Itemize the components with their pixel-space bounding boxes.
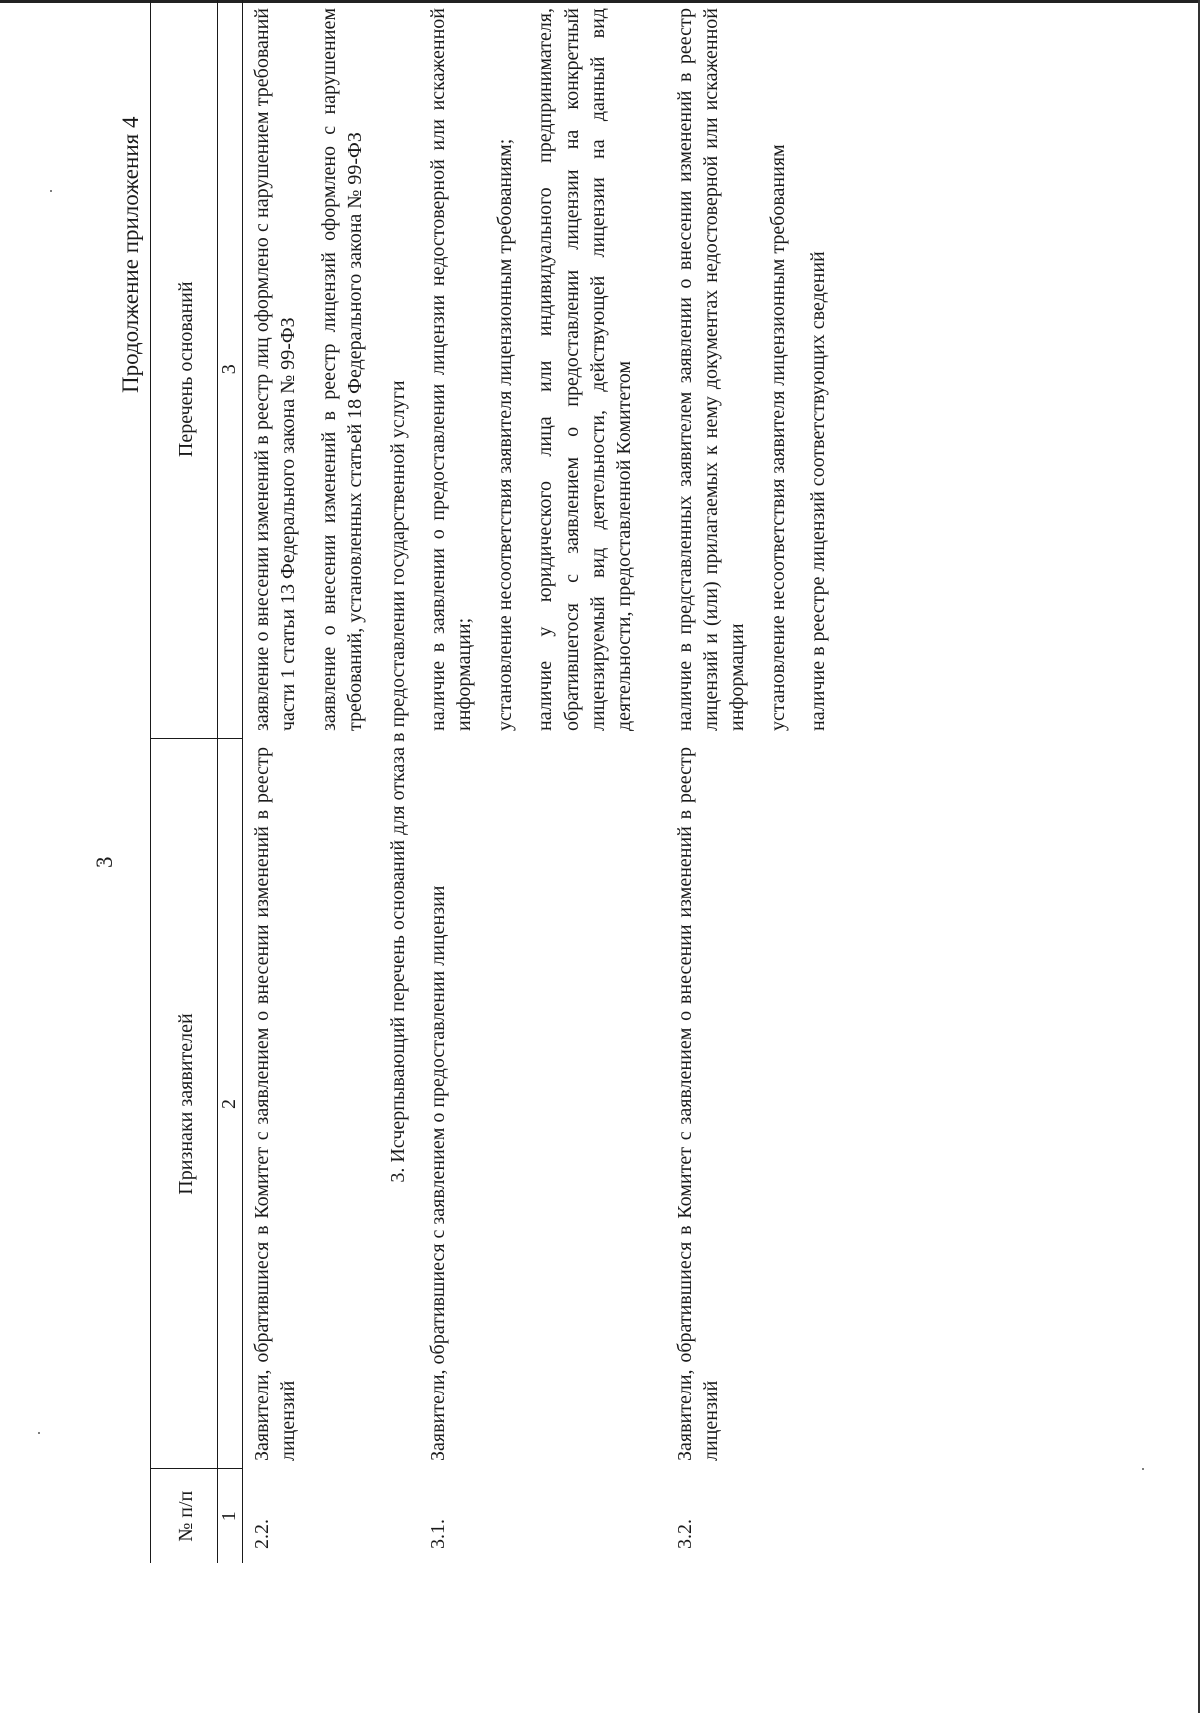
column-index-3: 3 [218, 0, 243, 739]
table-header-row [151, 0, 218, 1563]
grounds-table [150, 0, 832, 1563]
section-3-title: 3. Исчерпывающий перечень оснований для отказа в предоставлении государственной услуги [386, 380, 409, 1183]
applicant-signs: Заявители, обратившиеся с заявлением о предоставлении лицензии [426, 885, 449, 1461]
row-number: 3.1. [426, 1519, 449, 1549]
header-grounds: Перечень оснований [151, 0, 218, 739]
ground-item: наличие в реестре лицензий соответствующих сведений [807, 251, 830, 731]
ground-item: наличие в заявлении о предоставлении лицензии недостоверной или искаженной информации; [426, 8, 476, 731]
table-index-row [218, 0, 243, 1563]
ground-item: заявление о внесении изменений в реестр лицензий оформлено с нарушением требований, установленных статьей 18 Федерального закона № 99-ФЗ [317, 8, 367, 731]
ground-item: установление несоответствия заявителя лицензионным требованиям [766, 144, 789, 731]
grounds-cell [243, 0, 369, 739]
header-num: № п/п [151, 1469, 218, 1563]
grounds-cell [419, 0, 638, 739]
ground-item: установление несоответствия заявителя лицензионным требованиям; [493, 138, 516, 731]
header-signs: Признаки заявителей [151, 739, 218, 1469]
table-row-2-2 [243, 0, 369, 1563]
row-number: 3.2. [673, 1519, 696, 1549]
column-index-1: 1 [218, 1469, 243, 1563]
column-index-2: 2 [218, 739, 243, 1469]
row-number: 2.2. [251, 1519, 273, 1549]
table-row-3-2 [666, 0, 832, 1563]
continuation-label: Продолжение приложения 4 [118, 116, 143, 393]
applicant-signs: Заявители, обратившиеся в Комитет с заявлением о внесении изменений в реестр лицензий [673, 747, 723, 1461]
section-title-row [369, 0, 419, 1563]
ground-item: наличие у юридического лица или индивидуального предпринимателя, обратившегося с заявлением о предоставлении лицензии на конкретный лицензируемый вид деятельности, действующей лицензии на данный вид деятельности, предоставленной Комитетом [534, 8, 636, 731]
ground-item: заявление о внесении изменений в реестр лиц оформлено с нарушением требований части 1 статьи 13 Федерального закона № 99-ФЗ [251, 8, 300, 731]
applicant-signs: Заявители, обратившиеся в Комитет с заявлением о внесении изменений в реестр лицензий [251, 747, 300, 1461]
ground-item: наличие в представленных заявителем заявлении о внесении изменений в реестр лицензий и (или) прилагаемых к нему документах недостоверной или искаженной информации [673, 8, 749, 731]
grounds-cell [666, 0, 832, 739]
row-spacer [638, 0, 666, 1563]
page-number: 3 [92, 856, 117, 868]
table-row-3-1 [419, 0, 638, 1563]
